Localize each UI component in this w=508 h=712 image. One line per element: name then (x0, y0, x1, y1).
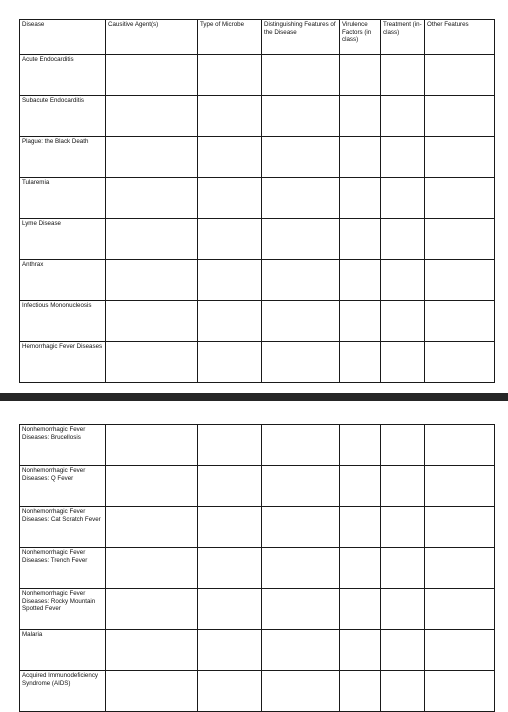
empty-cell[interactable] (262, 466, 340, 507)
empty-cell[interactable] (425, 589, 495, 630)
empty-cell[interactable] (340, 548, 381, 589)
empty-cell[interactable] (425, 425, 495, 466)
column-header-distinguishing-features: Distinguishing Features of the Disease (262, 20, 340, 55)
empty-cell[interactable] (425, 466, 495, 507)
disease-name-cell: Lyme Disease (20, 219, 106, 260)
empty-cell[interactable] (381, 425, 425, 466)
empty-cell[interactable] (425, 671, 495, 712)
empty-cell[interactable] (198, 342, 262, 383)
table-row (20, 425, 495, 466)
empty-cell[interactable] (381, 589, 425, 630)
empty-cell[interactable] (381, 96, 425, 137)
empty-cell[interactable] (198, 671, 262, 712)
empty-cell[interactable] (340, 671, 381, 712)
column-header-other-features: Other Features (425, 20, 495, 55)
page-divider (0, 393, 508, 401)
table-row (20, 260, 495, 301)
empty-cell[interactable] (106, 507, 198, 548)
empty-cell[interactable] (340, 466, 381, 507)
empty-cell[interactable] (262, 219, 340, 260)
table-row (20, 507, 495, 548)
empty-cell[interactable] (262, 137, 340, 178)
empty-cell[interactable] (262, 55, 340, 96)
empty-cell[interactable] (425, 507, 495, 548)
empty-cell[interactable] (198, 548, 262, 589)
empty-cell[interactable] (381, 301, 425, 342)
empty-cell[interactable] (106, 301, 198, 342)
empty-cell[interactable] (262, 425, 340, 466)
empty-cell[interactable] (340, 260, 381, 301)
table-row (20, 301, 495, 342)
empty-cell[interactable] (106, 96, 198, 137)
empty-cell[interactable] (262, 630, 340, 671)
empty-cell[interactable] (198, 55, 262, 96)
disease-name-cell: Nonhemorrhagic Fever Diseases: Rocky Mountain Spotted Fever (20, 589, 106, 630)
empty-cell[interactable] (106, 342, 198, 383)
disease-name-cell: Plague: the Black Death (20, 137, 106, 178)
table-row (20, 548, 495, 589)
table-row (20, 589, 495, 630)
table-row (20, 671, 495, 712)
empty-cell[interactable] (381, 55, 425, 96)
header-row (20, 20, 495, 55)
empty-cell[interactable] (425, 219, 495, 260)
empty-cell[interactable] (425, 548, 495, 589)
empty-cell[interactable] (106, 55, 198, 96)
empty-cell[interactable] (262, 342, 340, 383)
disease-name-cell: Tularemia (20, 178, 106, 219)
empty-cell[interactable] (381, 466, 425, 507)
column-header-virulence-factors: Virulence Factors (in class) (340, 20, 381, 55)
empty-cell[interactable] (425, 260, 495, 301)
empty-cell[interactable] (106, 589, 198, 630)
empty-cell[interactable] (381, 219, 425, 260)
empty-cell[interactable] (106, 260, 198, 301)
table-row (20, 630, 495, 671)
empty-cell[interactable] (340, 630, 381, 671)
empty-cell[interactable] (340, 55, 381, 96)
empty-cell[interactable] (340, 589, 381, 630)
empty-cell[interactable] (425, 342, 495, 383)
empty-cell[interactable] (340, 219, 381, 260)
empty-cell[interactable] (381, 630, 425, 671)
disease-name-cell: Nonhemorrhagic Fever Diseases: Q Fever (20, 466, 106, 507)
empty-cell[interactable] (198, 425, 262, 466)
empty-cell[interactable] (340, 507, 381, 548)
empty-cell[interactable] (262, 671, 340, 712)
empty-cell[interactable] (381, 178, 425, 219)
empty-cell[interactable] (425, 96, 495, 137)
empty-cell[interactable] (262, 548, 340, 589)
table-row (20, 137, 495, 178)
empty-cell[interactable] (381, 342, 425, 383)
empty-cell[interactable] (381, 260, 425, 301)
empty-cell[interactable] (340, 342, 381, 383)
empty-cell[interactable] (198, 301, 262, 342)
empty-cell[interactable] (106, 425, 198, 466)
empty-cell[interactable] (340, 178, 381, 219)
empty-cell[interactable] (262, 301, 340, 342)
empty-cell[interactable] (381, 137, 425, 178)
empty-cell[interactable] (262, 96, 340, 137)
empty-cell[interactable] (106, 137, 198, 178)
disease-name-cell: Malaria (20, 630, 106, 671)
empty-cell[interactable] (198, 260, 262, 301)
table-row (20, 96, 495, 137)
disease-table-bottom (19, 424, 495, 712)
disease-name-cell: Infectious Mononucleosis (20, 301, 106, 342)
disease-name-cell: Nonhemorrhagic Fever Diseases: Brucellosis (20, 425, 106, 466)
empty-cell[interactable] (425, 137, 495, 178)
disease-name-cell: Acute Endocarditis (20, 55, 106, 96)
table-row (20, 219, 495, 260)
table-row (20, 55, 495, 96)
table-row (20, 178, 495, 219)
empty-cell[interactable] (106, 219, 198, 260)
empty-cell[interactable] (340, 96, 381, 137)
empty-cell[interactable] (340, 425, 381, 466)
disease-name-cell: Acquired Immunodeficiency Syndrome (AIDS) (20, 671, 106, 712)
empty-cell[interactable] (381, 548, 425, 589)
empty-cell[interactable] (198, 137, 262, 178)
empty-cell[interactable] (340, 137, 381, 178)
disease-name-cell: Hemorrhagic Fever Diseases (20, 342, 106, 383)
disease-name-cell: Nonhemorrhagic Fever Diseases: Cat Scratch Fever (20, 507, 106, 548)
empty-cell[interactable] (262, 507, 340, 548)
empty-cell[interactable] (198, 507, 262, 548)
table-row (20, 466, 495, 507)
column-header-microbe-type: Type of Microbe (198, 20, 262, 55)
empty-cell[interactable] (198, 589, 262, 630)
empty-cell[interactable] (425, 301, 495, 342)
empty-cell[interactable] (262, 589, 340, 630)
empty-cell[interactable] (198, 466, 262, 507)
empty-cell[interactable] (198, 96, 262, 137)
disease-name-cell: Nonhemorrhagic Fever Diseases: Trench Fever (20, 548, 106, 589)
column-header-causative-agent: Causitive Agent(s) (106, 20, 198, 55)
empty-cell[interactable] (106, 671, 198, 712)
empty-cell[interactable] (381, 507, 425, 548)
empty-cell[interactable] (106, 630, 198, 671)
empty-cell[interactable] (262, 260, 340, 301)
disease-name-cell: Subacute Endocarditis (20, 96, 106, 137)
empty-cell[interactable] (425, 630, 495, 671)
empty-cell[interactable] (425, 178, 495, 219)
empty-cell[interactable] (262, 178, 340, 219)
empty-cell[interactable] (381, 671, 425, 712)
table-row (20, 342, 495, 383)
empty-cell[interactable] (198, 630, 262, 671)
empty-cell[interactable] (425, 55, 495, 96)
disease-table-top (19, 19, 495, 383)
empty-cell[interactable] (106, 548, 198, 589)
empty-cell[interactable] (106, 178, 198, 219)
column-header-disease: Disease (20, 20, 106, 55)
disease-name-cell: Anthrax (20, 260, 106, 301)
empty-cell[interactable] (198, 219, 262, 260)
empty-cell[interactable] (340, 301, 381, 342)
empty-cell[interactable] (198, 178, 262, 219)
column-header-treatment: Treatment (in-class) (381, 20, 425, 55)
empty-cell[interactable] (106, 466, 198, 507)
